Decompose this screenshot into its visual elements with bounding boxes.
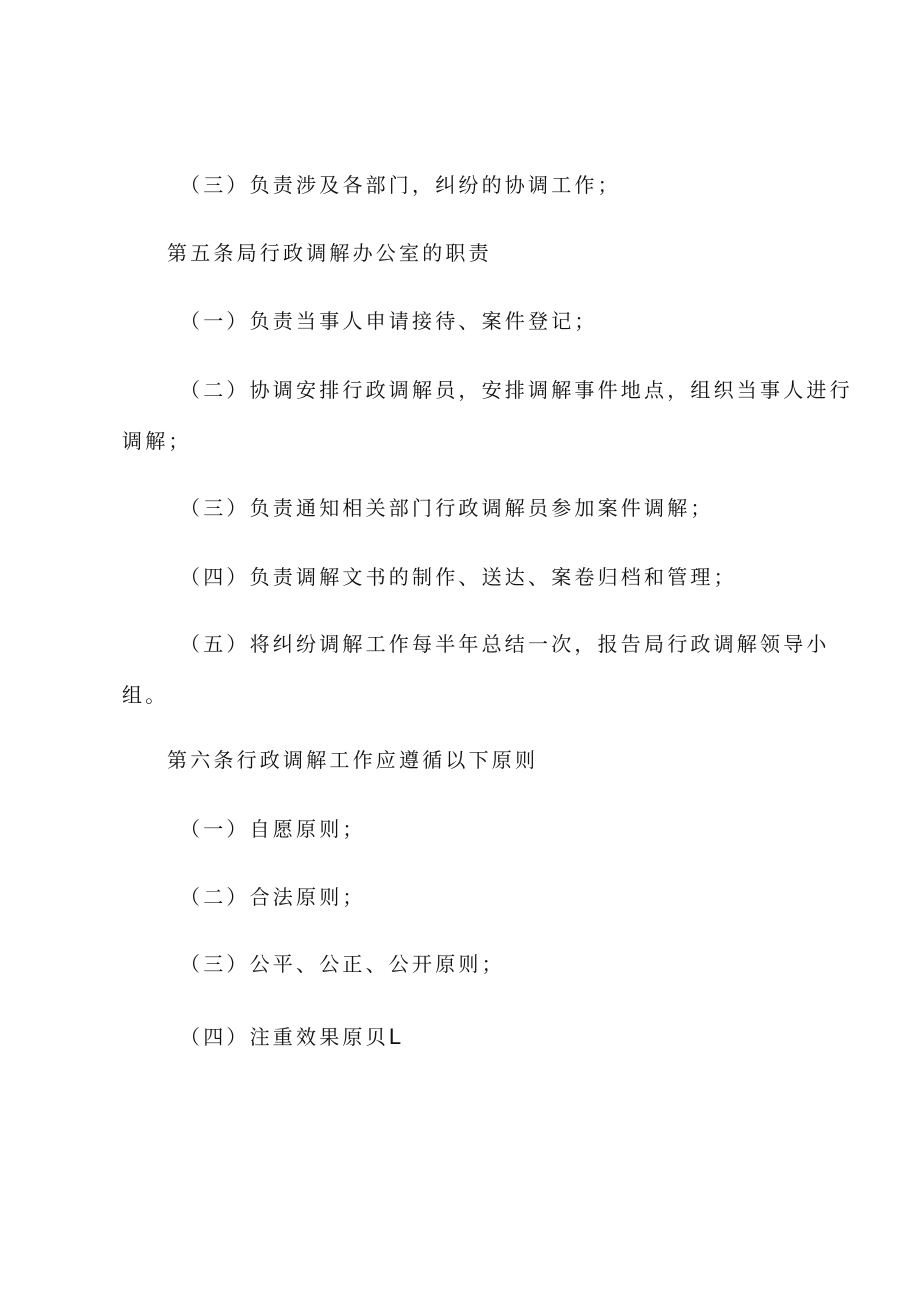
article-5-heading: 第五条局行政调解办公室的职责 [167, 241, 492, 265]
article-6-heading: 第六条行政调解工作应遵循以下原则 [167, 748, 539, 772]
paragraph-item-5-continuation: 组。 [122, 683, 169, 707]
principle-item-4 [180, 1024, 401, 1050]
paragraph-item-4-documents: （四）负责调解文书的制作、送达、案卷归档和管理； [180, 565, 737, 589]
principle-item-1: （一）自愿原则； [180, 817, 366, 841]
paragraph-item-1-reception: （一）负责当事人申请接待、案件登记； [180, 309, 598, 333]
principle-item-4-text: （四）注重效果原贝 [180, 1025, 389, 1049]
paragraph-item-2-continuation: 调解； [122, 429, 192, 453]
paragraph-item-5-summary: （五）将纠纷调解工作每半年总结一次，报告局行政调解领导小 [180, 632, 830, 656]
paragraph-item-3-notification: （三）负责通知相关部门行政调解员参加案件调解； [180, 496, 714, 520]
paragraph-item-3-dispute-coordination: （三）负责涉及各部门，纠纷的协调工作； [180, 173, 621, 197]
paragraph-item-2-arrangement: （二）协调安排行政调解员，安排调解事件地点，组织当事人进行 [180, 378, 853, 402]
principle-item-3: （三）公平、公正、公开原则； [180, 952, 505, 976]
principle-item-4-tail: L [388, 1024, 402, 1049]
principle-item-2: （二）合法原则； [180, 885, 366, 909]
